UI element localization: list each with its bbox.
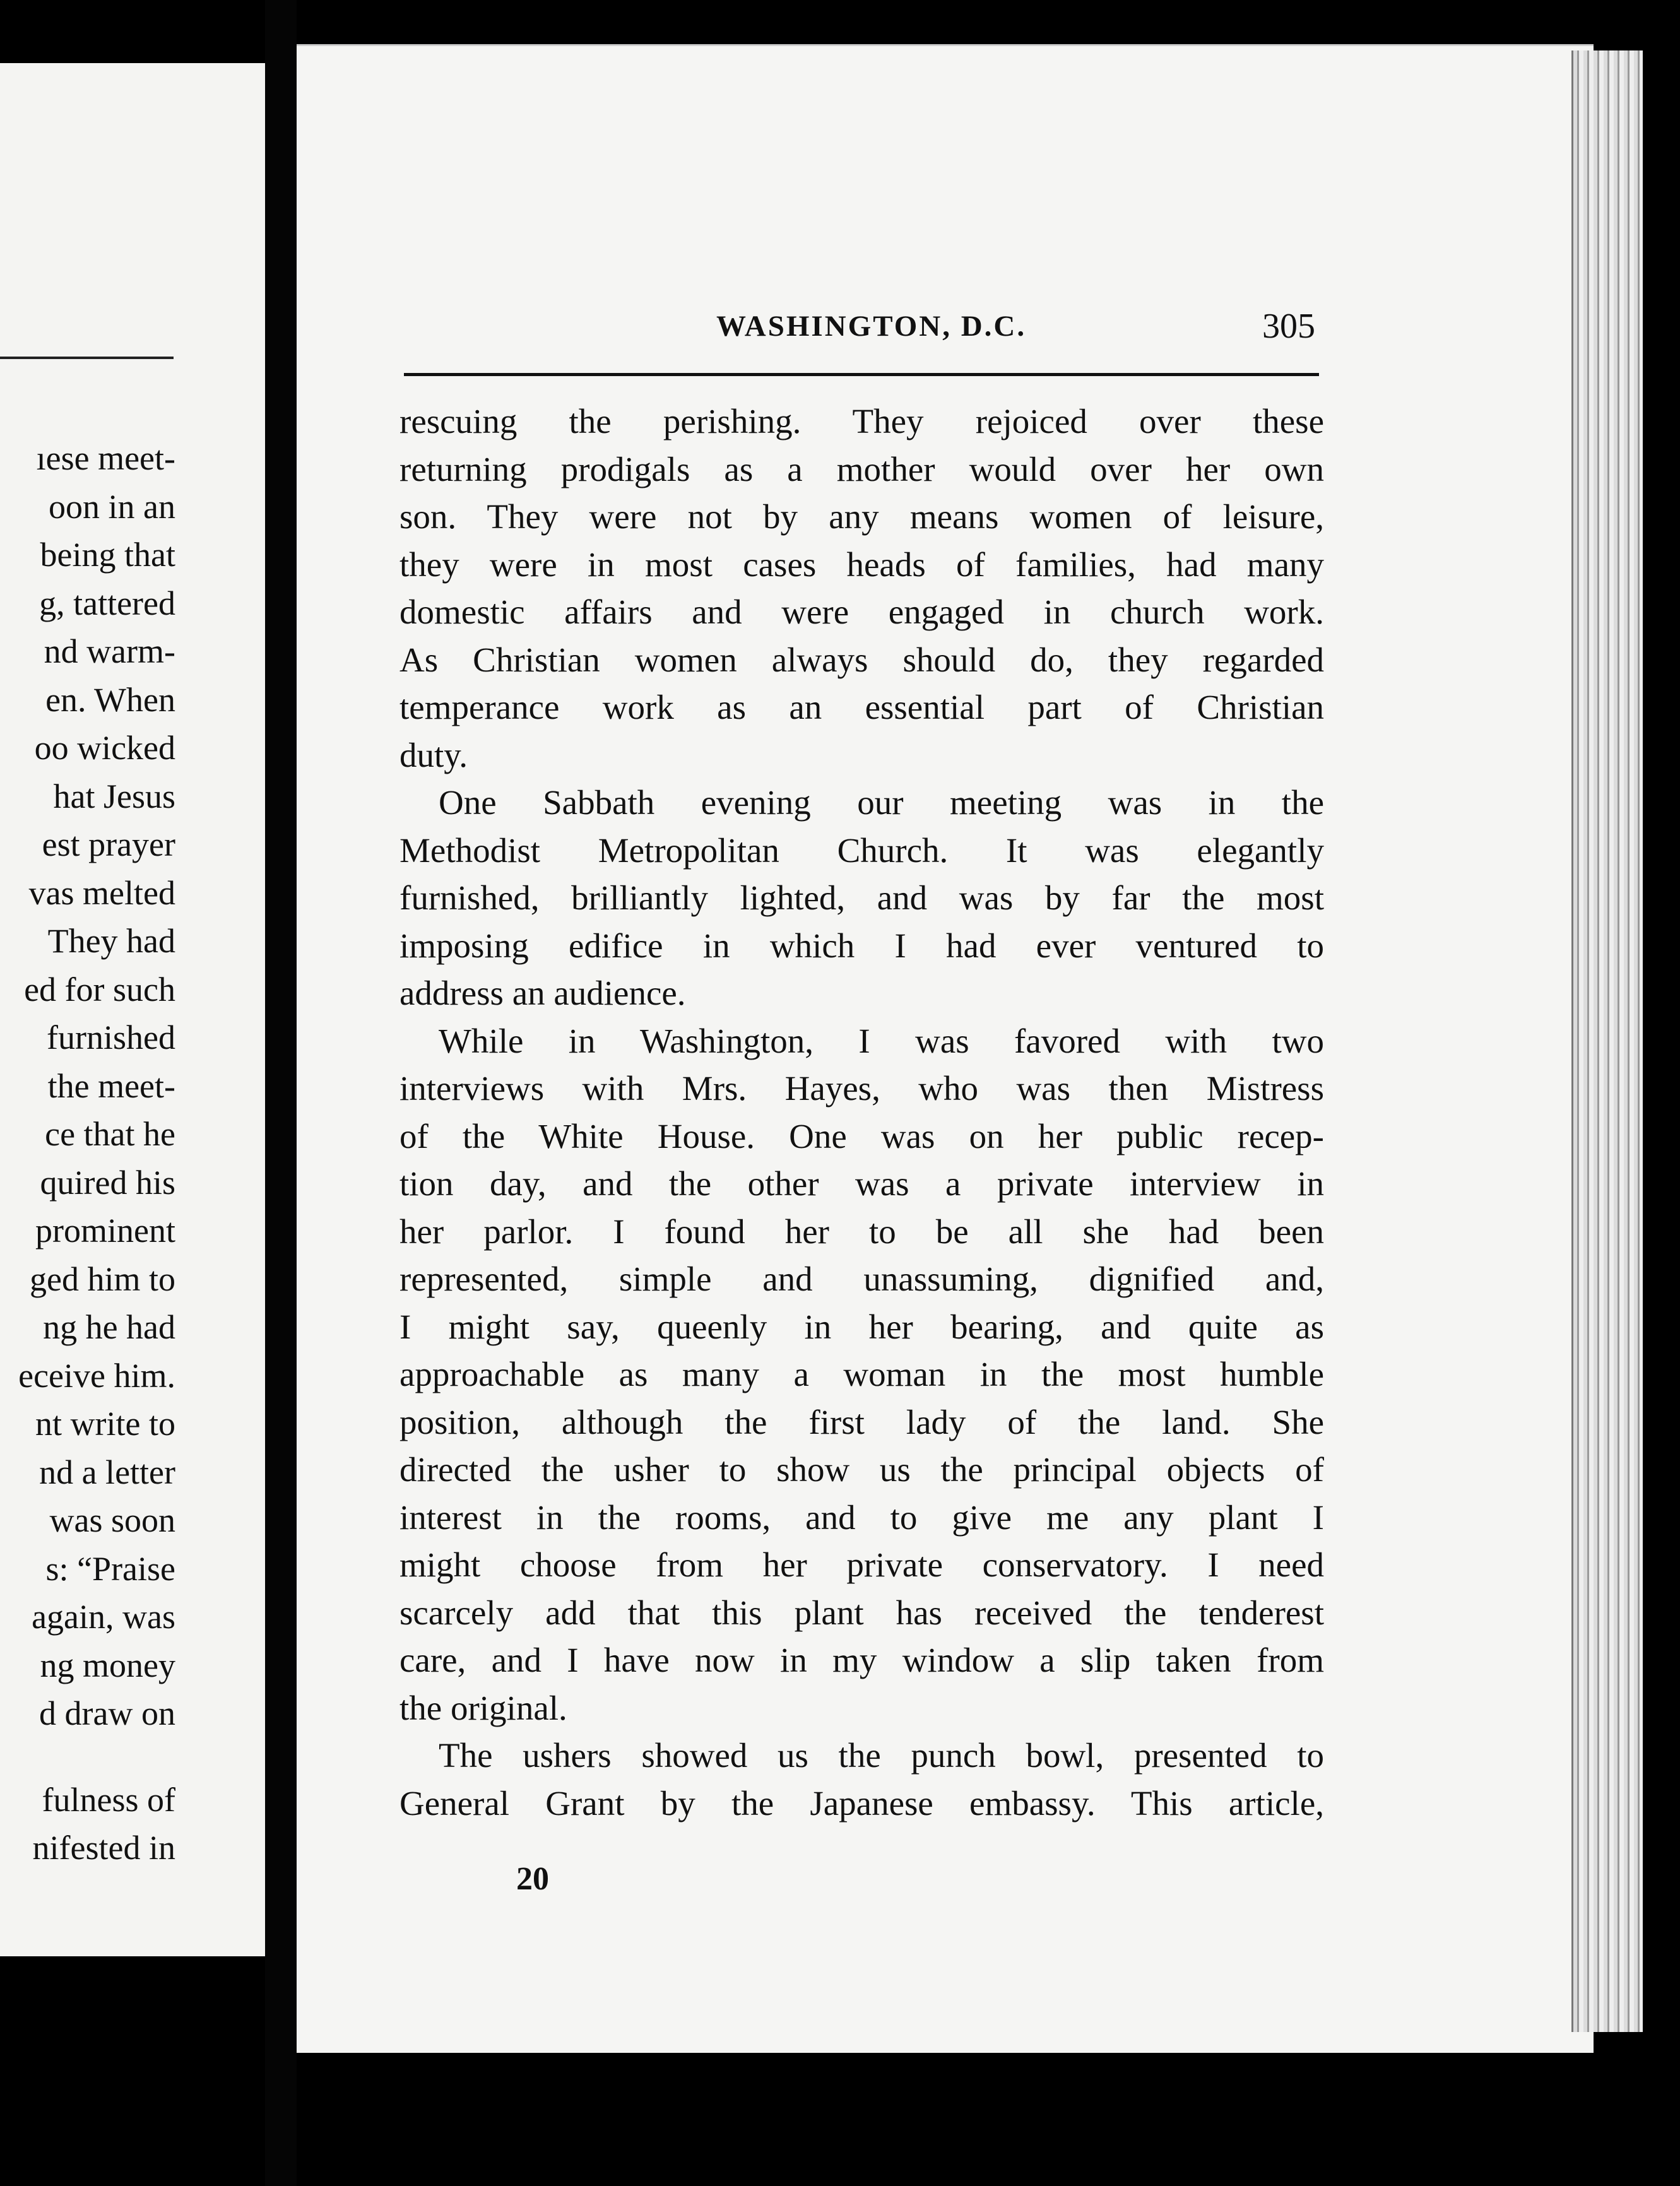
previous-page-line: s: “Praise [45, 1549, 175, 1588]
text-line: position, although the first lady of the land. She [399, 1402, 1324, 1441]
running-head: WASHINGTON, D.C. [716, 310, 1027, 343]
text-line: interest in the rooms, and to give me any plant I [399, 1498, 1324, 1537]
text-line: I might say, queenly in her bearing, and quite as [399, 1307, 1324, 1346]
previous-page-line: furnished [47, 1019, 175, 1056]
text-line: her parlor. I found her to be all she had been [399, 1212, 1324, 1251]
text-line: address an audience. [399, 974, 686, 1012]
text-line: While in Washington, I was favored with two [439, 1021, 1324, 1060]
book-gutter [265, 0, 297, 2186]
previous-page-line: nifested in [32, 1829, 175, 1867]
page-edges [1571, 50, 1643, 2032]
paragraph [399, 398, 1324, 779]
text-line: imposing edifice in which I had ever ventured to [399, 926, 1324, 965]
paragraph [399, 1017, 1324, 1732]
previous-page-line: nd warm- [44, 632, 175, 670]
text-line: tion day, and the other was a private interview in [399, 1164, 1324, 1203]
text-line: furnished, brilliantly lighted, and was by far the most [399, 878, 1324, 917]
previous-page-line: being that [40, 536, 175, 574]
text-line: directed the usher to show us the principal objects of [399, 1450, 1324, 1489]
previous-page-line: est prayer [42, 825, 175, 863]
previous-page-line: the meet- [47, 1066, 175, 1105]
text-line: they were in most cases heads of families, had many [399, 545, 1324, 584]
previous-page-line: quired his [40, 1163, 175, 1202]
text-line: care, and I have now in my window a slip taken from [399, 1641, 1324, 1679]
previous-page-line: oon in an [49, 487, 175, 526]
text-line: One Sabbath evening our meeting was in the [439, 783, 1324, 822]
previous-page-lines [18, 434, 175, 1872]
text-line: represented, simple and unassuming, dignified and, [399, 1260, 1324, 1298]
text-line: As Christian women always should do, they regarded [399, 640, 1324, 679]
previous-page-line: en. When [45, 680, 175, 719]
previous-page-line: ng he had [43, 1308, 175, 1346]
text-line: temperance work as an essential part of Christian [399, 688, 1324, 726]
previous-page-line: vas melted [28, 873, 175, 912]
previous-page-line: prominent [35, 1212, 175, 1250]
paragraph [399, 1732, 1324, 1827]
text-line: might choose from her private conservatory. I need [399, 1545, 1324, 1584]
previous-page-line: nt write to [35, 1405, 175, 1443]
previous-page-fragment [0, 63, 265, 1956]
text-line: returning prodigals as a mother would over her own [399, 449, 1324, 488]
text-line: rescuing the perishing. They rejoiced over these [399, 402, 1324, 440]
previous-page-line: d draw on [39, 1694, 175, 1732]
signature-mark: 20 [516, 1861, 549, 1897]
text-line: approachable as many a woman in the most humble [399, 1355, 1324, 1393]
previous-page-line: They had [47, 922, 175, 960]
header-rule [404, 373, 1319, 376]
text-line: The ushers showed us the punch bowl, presented to [439, 1736, 1324, 1775]
previous-page-line: oo wicked [34, 729, 175, 767]
text-line: scarcely add that this plant has received the tenderest [399, 1593, 1324, 1632]
previous-page-line: fulness of [42, 1780, 175, 1819]
text-line: Methodist Metropolitan Church. It was elegantly [399, 830, 1324, 870]
previous-page-line: g, tattered [39, 584, 175, 622]
left-page-rule [0, 357, 174, 359]
body-text [399, 398, 1324, 1827]
text-line: son. They were not by any means women of leisure, [399, 497, 1324, 536]
previous-page-line: ng money [40, 1646, 175, 1684]
previous-page-line: hat Jesus [53, 777, 175, 815]
previous-page-line: again, was [32, 1598, 175, 1636]
previous-page-line: ed for such [24, 970, 175, 1008]
text-line: duty. [399, 735, 468, 774]
text-line: domestic affairs and were engaged in church work. [399, 593, 1324, 631]
paragraph [399, 779, 1324, 1017]
text-line: General Grant by the Japanese embassy. This article, [399, 1783, 1324, 1823]
previous-page-line: ıese meet- [36, 439, 175, 477]
previous-page-line: ce that he [45, 1115, 175, 1153]
previous-page-line: nd a letter [39, 1453, 175, 1491]
text-line: of the White House. One was on her public recep- [399, 1116, 1324, 1155]
previous-page-line: ged him to [30, 1260, 175, 1298]
text-line: interviews with Mrs. Hayes, who was then Mistress [399, 1069, 1324, 1108]
previous-page-line: was soon [49, 1501, 175, 1539]
previous-page-line: eceive him. [18, 1356, 175, 1395]
page-number: 305 [1262, 307, 1315, 346]
text-line: the original. [399, 1688, 567, 1727]
